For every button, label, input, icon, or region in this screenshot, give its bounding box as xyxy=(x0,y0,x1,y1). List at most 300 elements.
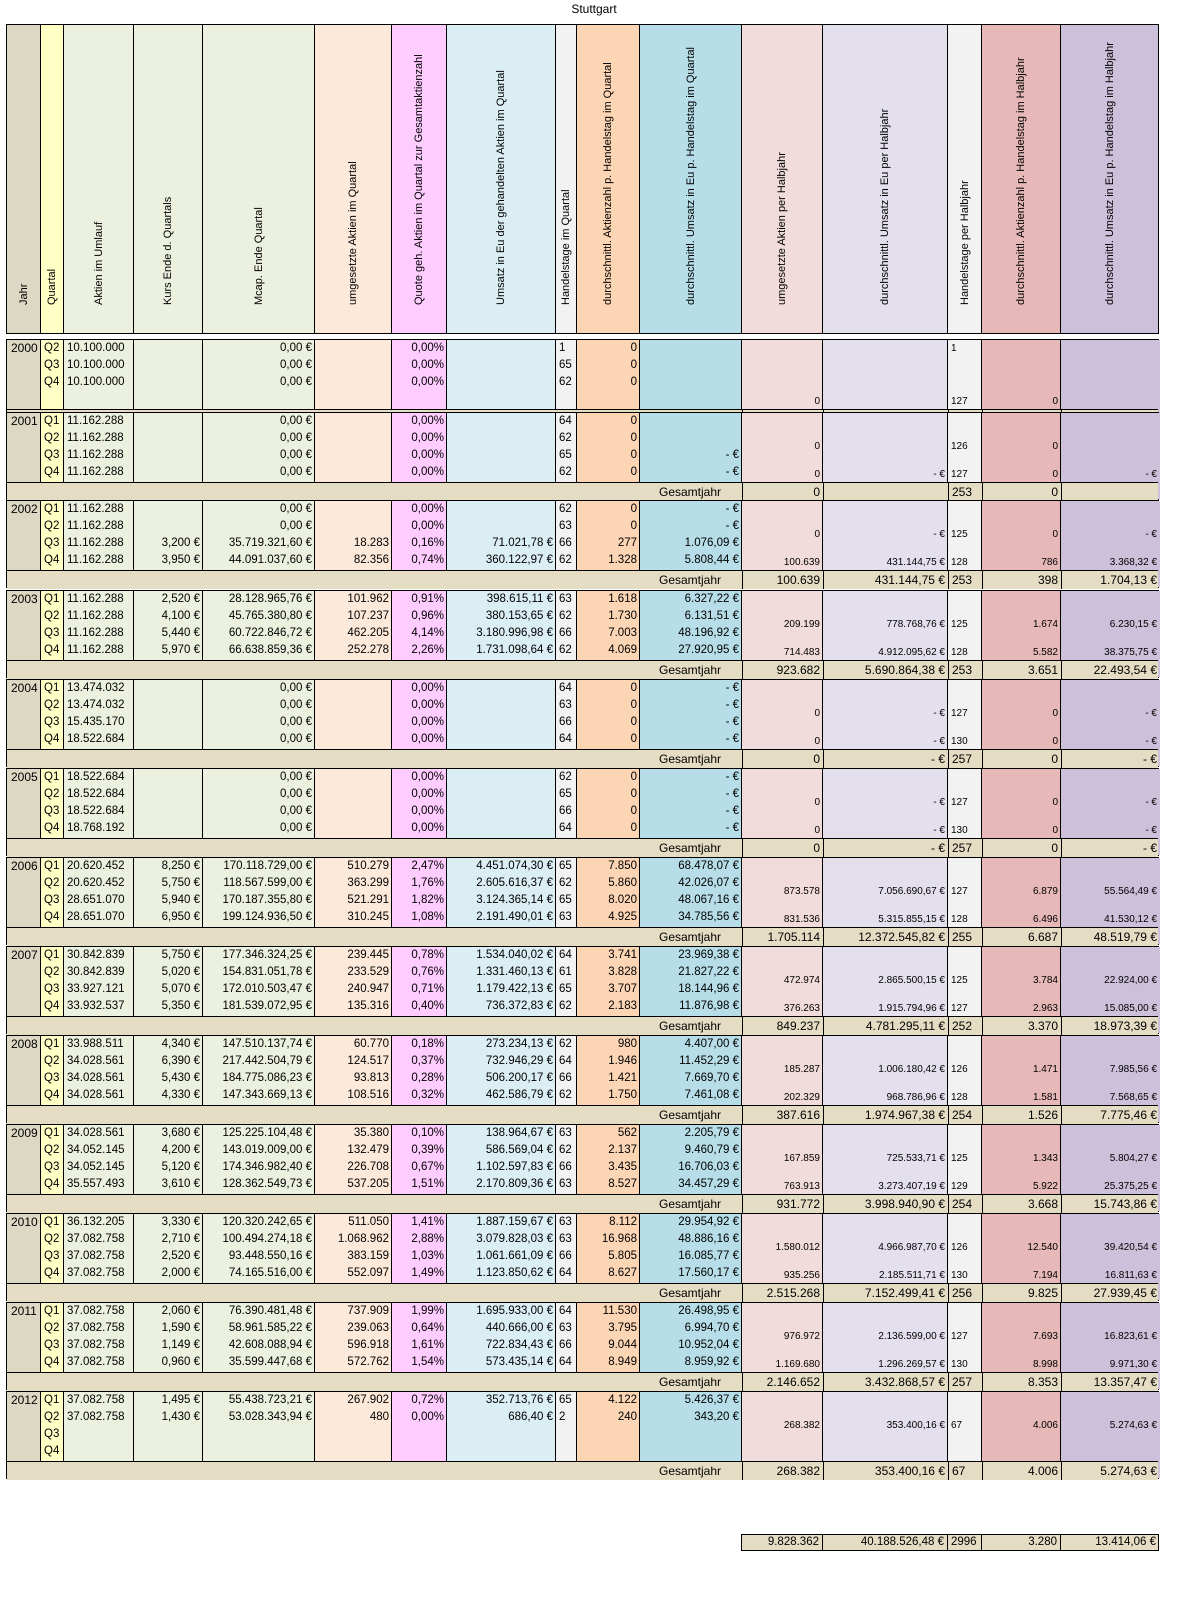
cell-avga: 0 xyxy=(630,359,637,371)
quarter-label: Q1 xyxy=(44,949,60,961)
cell-umg: 239.063 xyxy=(347,1322,389,1334)
column-header-label: Umsatz in Eu der gehandelten Aktien im Quartal xyxy=(495,70,507,305)
cell-avgu xyxy=(640,374,742,391)
year-total-ha: 268.382 xyxy=(742,1462,823,1480)
cell-quote: 0,00% xyxy=(411,342,444,354)
cell-aktien: 33.927.121 xyxy=(67,983,125,995)
cell-umg xyxy=(315,447,392,464)
cell-aktien: 11.162.288 xyxy=(67,554,124,566)
cell-quote: 1,99% xyxy=(411,1305,444,1317)
cell-aktien: 34.028.561 xyxy=(67,1127,125,1139)
half-year-1-hau: 39.420,54 € xyxy=(1104,1242,1157,1253)
cell-aktien: 13.474.032 xyxy=(67,699,125,711)
cell-kurs xyxy=(134,697,203,714)
cell-tage: 64 xyxy=(559,415,572,427)
year-total-hau: - € xyxy=(1061,750,1160,768)
half-year-1-ht: 126 xyxy=(951,441,968,452)
quarter-label: Q2 xyxy=(44,1055,60,1067)
cell-kurs: 1,149 € xyxy=(161,1339,200,1351)
cell-ums: 1.102.597,83 € xyxy=(476,1161,553,1173)
cell-avgu: 17.560,17 € xyxy=(678,1267,739,1279)
cell-quote: 0,28% xyxy=(411,1072,444,1084)
quarter-label: Q1 xyxy=(44,1394,60,1406)
half-year-1-hu: 778.768,76 € xyxy=(886,619,945,630)
cell-umg: 82.356 xyxy=(353,554,389,566)
cell-avga: 0 xyxy=(630,733,637,745)
cell-ums: 2.605.616,37 € xyxy=(476,877,553,889)
half-year-1-ha: 976.972 xyxy=(783,1331,820,1342)
cell-mcap: 172.010.503,47 € xyxy=(222,983,312,995)
year-total-ha: 849.237 xyxy=(742,1017,823,1035)
quarter-label: Q4 xyxy=(44,1000,60,1012)
cell-quote: 1,76% xyxy=(411,877,444,889)
column-header-label: Mcap. Ende Quartal xyxy=(252,207,265,305)
cell-quote: 4,14% xyxy=(411,627,444,639)
cell-tage: 66 xyxy=(559,805,572,817)
column-header-label: Handelstage per Halbjahr xyxy=(958,180,971,305)
half-year-2-haa: 0 xyxy=(1052,469,1058,480)
cell-avga: 0 xyxy=(630,805,637,817)
cell-umg: 18.283 xyxy=(353,537,389,549)
cell-umg: 510.279 xyxy=(347,860,389,872)
half-year-1-hau: 5.274,63 € xyxy=(1109,1420,1157,1431)
year-total-hau: - € xyxy=(1061,839,1160,857)
cell-quote: 0,00% xyxy=(411,699,444,711)
cell-avga: 1.421 xyxy=(608,1072,637,1084)
cell-umg: 267.902 xyxy=(347,1394,389,1406)
cell-kurs: 3,950 € xyxy=(161,554,200,566)
year-total-ha: 100.639 xyxy=(742,571,823,589)
quarter-label: Q3 xyxy=(44,627,60,639)
year-total-row xyxy=(7,482,1158,501)
half-year-1-hau: 7.985,56 € xyxy=(1109,1064,1157,1075)
cell-avgu: 16.706,03 € xyxy=(678,1161,739,1173)
cell-aktien: 30.842.839 xyxy=(67,966,125,978)
year-label: 2001 xyxy=(11,414,38,428)
cell-avgu xyxy=(640,413,742,430)
cell-aktien: 10.100.000 xyxy=(67,342,125,354)
half-year-2-ha: 376.263 xyxy=(783,1003,820,1014)
cell-mcap: 53.028.343,94 € xyxy=(228,1411,312,1423)
column-header-h-aktien xyxy=(741,24,822,334)
cell-ums: 1.331.460,13 € xyxy=(476,966,553,978)
half-year-1-hu: 7.056.690,67 € xyxy=(878,886,945,897)
year-block-2005 xyxy=(6,768,1159,856)
half-year-2-hau: 41.530,12 € xyxy=(1104,914,1157,925)
cell-tage: 65 xyxy=(559,860,572,872)
column-header-umsatz xyxy=(446,24,555,334)
cell-avgu: - € xyxy=(725,788,739,800)
cell-avga: 4.122 xyxy=(608,1394,637,1406)
quarter-label: Q4 xyxy=(44,376,60,388)
cell-kurs: 3,610 € xyxy=(161,1178,200,1190)
quarter-label: Q4 xyxy=(44,1356,60,1368)
year-label: 2008 xyxy=(11,1037,38,1051)
year-total-hu: - € xyxy=(823,750,948,768)
cell-mcap: 0,00 € xyxy=(280,449,312,461)
cell-mcap: 0,00 € xyxy=(280,376,312,388)
column-header-umgesetzt xyxy=(314,24,391,334)
cell-mcap: 128.362.549,73 € xyxy=(222,1178,312,1190)
year-total-haa: 0 xyxy=(982,839,1061,857)
cell-avgu: 2.205,79 € xyxy=(684,1127,739,1139)
year-label: 2012 xyxy=(11,1393,38,1407)
cell-kurs: 4,200 € xyxy=(161,1144,200,1156)
half-year-2-hau: 15.085,00 € xyxy=(1104,1003,1157,1014)
cell-aktien: 37.082.758 xyxy=(67,1250,125,1262)
year-total-ht: 257 xyxy=(948,750,982,768)
cell-umg xyxy=(315,786,392,803)
quarter-label: Q1 xyxy=(44,1038,60,1050)
column-header-jahr xyxy=(6,24,40,334)
cell-tage: 65 xyxy=(559,449,572,461)
cell-kurs: 6,390 € xyxy=(161,1055,200,1067)
cell-quote: 0,91% xyxy=(411,593,444,605)
year-block-2007 xyxy=(6,946,1159,1034)
cell-avgu: 48.067,16 € xyxy=(678,894,739,906)
half-year-2-hu: 2.185.511,71 € xyxy=(879,1270,945,1281)
quarter-label: Q4 xyxy=(44,822,60,834)
cell-mcap: 174.346.982,40 € xyxy=(222,1161,312,1173)
year-total-row xyxy=(7,1461,1158,1480)
year-total-hu: 431.144,75 € xyxy=(823,571,948,589)
cell-mcap: 217.442.504,79 € xyxy=(222,1055,312,1067)
year-total-haa: 9.825 xyxy=(982,1284,1061,1302)
cell-avgu: 16.085,77 € xyxy=(678,1250,739,1262)
cell-quote: 1,51% xyxy=(411,1178,444,1190)
year-total-ha: 387.616 xyxy=(742,1106,823,1124)
year-total-hu xyxy=(823,483,948,501)
cell-kurs: 5,350 € xyxy=(161,1000,200,1012)
year-total-row xyxy=(7,1105,1158,1124)
cell-quote: 1,49% xyxy=(411,1267,444,1279)
cell-avga: 0 xyxy=(630,503,637,515)
total-label: Gesamtjahr xyxy=(659,930,722,944)
year-total-haa: 4.006 xyxy=(982,1462,1061,1480)
cell-quote: 0,00% xyxy=(411,1411,444,1423)
cell-tage: 65 xyxy=(559,359,572,371)
half-year-2-ha: 1.169.680 xyxy=(775,1359,820,1370)
half-year-2-ht: 127 xyxy=(951,469,968,480)
cell-tage: 62 xyxy=(559,1089,572,1101)
year-block-2011 xyxy=(6,1302,1159,1390)
year-total-row xyxy=(7,1372,1158,1391)
cell-tage: 63 xyxy=(559,699,572,711)
cell-ums: 380.153,65 € xyxy=(485,610,553,622)
year-total-hau: 48.519,79 € xyxy=(1061,928,1160,946)
cell-quote: 0,00% xyxy=(411,376,444,388)
half-year-1-haa: 3.784 xyxy=(1032,975,1058,986)
quarter-label: Q2 xyxy=(44,432,60,444)
cell-umg: 60.770 xyxy=(353,1038,389,1050)
cell-tage: 62 xyxy=(559,1038,572,1050)
total-label: Gesamtjahr xyxy=(659,573,722,587)
cell-mcap: 0,00 € xyxy=(280,771,312,783)
cell-tage xyxy=(556,1443,577,1460)
year-total-ht: 256 xyxy=(948,1284,982,1302)
cell-kurs: 2,520 € xyxy=(161,593,200,605)
cell-umg: 132.479 xyxy=(347,1144,389,1156)
cell-mcap: 66.638.859,36 € xyxy=(228,644,312,656)
year-total-ht: 253 xyxy=(948,483,982,501)
cell-avga: 9.044 xyxy=(608,1339,637,1351)
cell-tage: 64 xyxy=(559,1267,572,1279)
cell-tage: 61 xyxy=(559,966,572,978)
total-label: Gesamtjahr xyxy=(659,752,722,766)
cell-aktien: 18.522.684 xyxy=(67,771,125,783)
half-year-2-hu: 968.786,96 € xyxy=(886,1092,945,1103)
cell-mcap: 35.719.321,60 € xyxy=(228,537,312,549)
cell-umg xyxy=(315,357,392,374)
year-label: 2002 xyxy=(11,502,38,516)
half-year-1-hau: - € xyxy=(1145,797,1157,808)
cell-umg xyxy=(315,697,392,714)
year-total-haa: 0 xyxy=(982,750,1061,768)
cell-avga xyxy=(577,1443,640,1460)
cell-quote: 0,00% xyxy=(411,432,444,444)
cell-umg: 252.278 xyxy=(347,644,389,656)
cell-tage: 63 xyxy=(559,911,572,923)
cell-avgu: - € xyxy=(725,520,739,532)
half-year-2-haa: 0 xyxy=(1052,825,1058,836)
year-total-ht: 257 xyxy=(948,839,982,857)
cell-avga: 0 xyxy=(630,432,637,444)
column-header-h-avg-umsatz xyxy=(1060,24,1159,334)
cell-ums xyxy=(447,501,556,518)
cell-avgu: 27.920,95 € xyxy=(678,644,739,656)
cell-umg: 240.947 xyxy=(347,983,389,995)
grand-total-ha: 9.828.362 xyxy=(741,1534,822,1551)
half-year-1-hau: 5.804,27 € xyxy=(1109,1153,1157,1164)
column-header-label: Aktien im Umlauf xyxy=(92,221,105,305)
half-year-2-hu: - € xyxy=(933,469,945,480)
total-label: Gesamtjahr xyxy=(659,1019,722,1033)
page-title: Stuttgart xyxy=(571,2,617,16)
year-block-2006 xyxy=(6,857,1159,945)
half-year-2-ht: 130 xyxy=(951,825,968,836)
half-year-2-haa: 0 xyxy=(1052,736,1058,747)
half-year-2-hau: - € xyxy=(1145,469,1157,480)
column-header-kurs xyxy=(133,24,202,334)
cell-kurs: 1,590 € xyxy=(161,1322,200,1334)
cell-avgu: - € xyxy=(725,466,739,478)
year-total-row xyxy=(7,838,1158,857)
half-year-1-hu: 725.533,71 € xyxy=(886,1153,945,1164)
cell-ums: 3.124.365,14 € xyxy=(476,894,553,906)
year-total-row xyxy=(7,1283,1158,1302)
cell-aktien: 37.082.758 xyxy=(67,1233,125,1245)
cell-tage: 64 xyxy=(559,822,572,834)
year-block-2012 xyxy=(6,1391,1159,1479)
quarter-label: Q3 xyxy=(44,359,60,371)
cell-aktien: 33.988.511 xyxy=(67,1038,124,1050)
cell-aktien: 34.028.561 xyxy=(67,1089,125,1101)
cell-ums xyxy=(447,430,556,447)
cell-mcap: 0,00 € xyxy=(280,716,312,728)
cell-tage: 65 xyxy=(559,1394,572,1406)
cell-tage: 63 xyxy=(559,1233,572,1245)
cell-tage: 62 xyxy=(559,1000,572,1012)
cell-aktien: 34.052.145 xyxy=(67,1161,125,1173)
cell-mcap: 125.225.104,48 € xyxy=(222,1127,312,1139)
cell-quote: 0,74% xyxy=(411,554,444,566)
half-year-2-ht: 130 xyxy=(951,1359,968,1370)
cell-ums: 2.191.490,01 € xyxy=(476,911,553,923)
year-total-ht: 253 xyxy=(948,571,982,589)
cell-tage: 65 xyxy=(559,894,572,906)
cell-aktien: 11.162.288 xyxy=(67,627,124,639)
cell-ums xyxy=(447,769,556,786)
cell-mcap: 147.343.669,13 € xyxy=(222,1089,312,1101)
cell-avga: 0 xyxy=(630,788,637,800)
half-year-1-ha: 167.859 xyxy=(783,1153,820,1164)
column-header-label: Handelstage im Quartal xyxy=(560,189,572,305)
cell-quote: 0,10% xyxy=(411,1127,444,1139)
cell-tage: 62 xyxy=(559,610,572,622)
cell-quote: 0,00% xyxy=(411,415,444,427)
quarter-label: Q1 xyxy=(44,1216,60,1228)
quarter-label: Q2 xyxy=(44,1233,60,1245)
quarter-label: Q3 xyxy=(44,1339,60,1351)
quarter-label: Q4 xyxy=(44,644,60,656)
half-year-1-haa: 0 xyxy=(1052,441,1058,452)
half-year-2-hu: 5.315.855,15 € xyxy=(878,914,945,925)
cell-tage: 63 xyxy=(559,1127,572,1139)
cell-avgu: 18.144,96 € xyxy=(678,983,739,995)
column-header-h-avg-aktien xyxy=(981,24,1060,334)
half-year-2-hau: - € xyxy=(1145,825,1157,836)
cell-avgu: 7.669,70 € xyxy=(684,1072,739,1084)
cell-tage: 66 xyxy=(559,1161,572,1173)
cell-mcap: 0,00 € xyxy=(280,432,312,444)
year-total-hu: 3.432.868,57 € xyxy=(823,1373,948,1391)
cell-kurs xyxy=(134,430,203,447)
half-year-2-haa: 7.194 xyxy=(1032,1270,1058,1281)
cell-avga: 11.530 xyxy=(602,1305,637,1317)
year-block-2002 xyxy=(6,500,1159,588)
half-year-2-ht: 128 xyxy=(951,1092,968,1103)
cell-avga: 0 xyxy=(630,716,637,728)
cell-kurs: 2,710 € xyxy=(161,1233,200,1245)
cell-ums xyxy=(447,413,556,430)
half-year-1-ht: 127 xyxy=(951,886,968,897)
half-year-1-haa: 0 xyxy=(1052,529,1058,540)
cell-aktien xyxy=(64,1443,134,1460)
cell-mcap: 184.775.086,23 € xyxy=(222,1072,312,1084)
half-year-1-hu: 4.966.987,70 € xyxy=(878,1242,945,1253)
half-year-1-hu: - € xyxy=(933,529,945,540)
cell-umg: 537.205 xyxy=(347,1178,389,1190)
cell-ums: 722.834,43 € xyxy=(485,1339,553,1351)
half-year-1-ht: 125 xyxy=(951,975,968,986)
half-year-2-ha: 202.329 xyxy=(783,1092,820,1103)
cell-umg: 383.159 xyxy=(347,1250,389,1262)
quarter-label: Q3 xyxy=(44,1072,60,1084)
year-total-hau xyxy=(1061,483,1160,501)
cell-aktien: 20.620.452 xyxy=(67,860,125,872)
cell-kurs xyxy=(134,340,203,357)
cell-quote: 2,47% xyxy=(411,860,444,872)
half-year-1-ht: 125 xyxy=(951,1153,968,1164)
quarter-label: Q4 xyxy=(44,466,60,478)
cell-quote: 0,00% xyxy=(411,733,444,745)
half-year-1-ha: 0 xyxy=(814,529,820,540)
cell-aktien: 30.842.839 xyxy=(67,949,125,961)
quarter-label: Q3 xyxy=(44,449,60,461)
cell-avgu: 42.026,07 € xyxy=(678,877,739,889)
half-year-2-ha: 100.639 xyxy=(783,557,820,568)
cell-avgu: - € xyxy=(725,733,739,745)
cell-ums xyxy=(447,803,556,820)
cell-kurs: 5,940 € xyxy=(161,894,200,906)
cell-avgu: - € xyxy=(725,699,739,711)
cell-quote: 0,40% xyxy=(411,1000,444,1012)
cell-aktien: 37.082.758 xyxy=(67,1356,125,1368)
half-year-1-ht: 1 xyxy=(951,343,957,354)
cell-kurs xyxy=(134,786,203,803)
quarter-label: Q3 xyxy=(44,1250,60,1262)
cell-kurs xyxy=(134,820,203,837)
cell-ums xyxy=(447,340,556,357)
cell-avgu: 48.886,16 € xyxy=(678,1233,739,1245)
total-label: Gesamtjahr xyxy=(659,841,722,855)
quarter-label: Q2 xyxy=(44,966,60,978)
cell-ums xyxy=(447,680,556,697)
cell-aktien: 11.162.288 xyxy=(67,449,124,461)
half-year-1-ht: 125 xyxy=(951,619,968,630)
cell-ums: 4.451.074,30 € xyxy=(476,860,553,872)
cell-umg: 239.445 xyxy=(347,949,389,961)
half-year-2-hu: - € xyxy=(933,825,945,836)
cell-tage: 64 xyxy=(559,1055,572,1067)
half-year-2-hau: 38.375,75 € xyxy=(1104,647,1157,658)
cell-umg: 596.918 xyxy=(347,1339,389,1351)
cell-tage: 64 xyxy=(559,1305,572,1317)
year-total-ht: 253 xyxy=(948,661,982,679)
cell-avga: 0 xyxy=(630,771,637,783)
cell-aktien: 11.162.288 xyxy=(67,415,124,427)
year-total-hu: 3.998.940,90 € xyxy=(823,1195,948,1213)
cell-tage: 62 xyxy=(559,466,572,478)
year-total-haa: 3.370 xyxy=(982,1017,1061,1035)
cell-quote: 0,71% xyxy=(411,983,444,995)
half-year-1-haa: 7.693 xyxy=(1032,1331,1058,1342)
half-year-2-ha: 0 xyxy=(814,736,820,747)
cell-tage: 62 xyxy=(559,432,572,444)
half-year-2-ha: 935.256 xyxy=(783,1270,820,1281)
half-year-2-ha: 714.483 xyxy=(783,647,820,658)
half-year-2-hu: 431.144,75 € xyxy=(886,557,945,568)
cell-kurs: 5,020 € xyxy=(161,966,200,978)
cell-ums: 736.372,83 € xyxy=(485,1000,553,1012)
half-year-2-ht: 130 xyxy=(951,736,968,747)
total-label: Gesamtjahr xyxy=(659,1464,722,1478)
year-total-ha: 0 xyxy=(742,750,823,768)
cell-umg xyxy=(315,820,392,837)
cell-avga: 2.183 xyxy=(608,1000,637,1012)
cell-kurs: 0,960 € xyxy=(161,1356,200,1368)
cell-umg xyxy=(315,714,392,731)
cell-ums xyxy=(447,1443,556,1460)
year-total-row xyxy=(7,927,1158,946)
cell-avgu xyxy=(640,1443,742,1460)
cell-quote: 0,78% xyxy=(411,949,444,961)
cell-kurs: 5,430 € xyxy=(161,1072,200,1084)
half-year-2-hu: 3.273.407,19 € xyxy=(878,1181,945,1192)
cell-avga: 1.618 xyxy=(608,593,637,605)
column-header-avg-umsatz xyxy=(639,24,741,334)
cell-aktien: 37.082.758 xyxy=(67,1411,125,1423)
